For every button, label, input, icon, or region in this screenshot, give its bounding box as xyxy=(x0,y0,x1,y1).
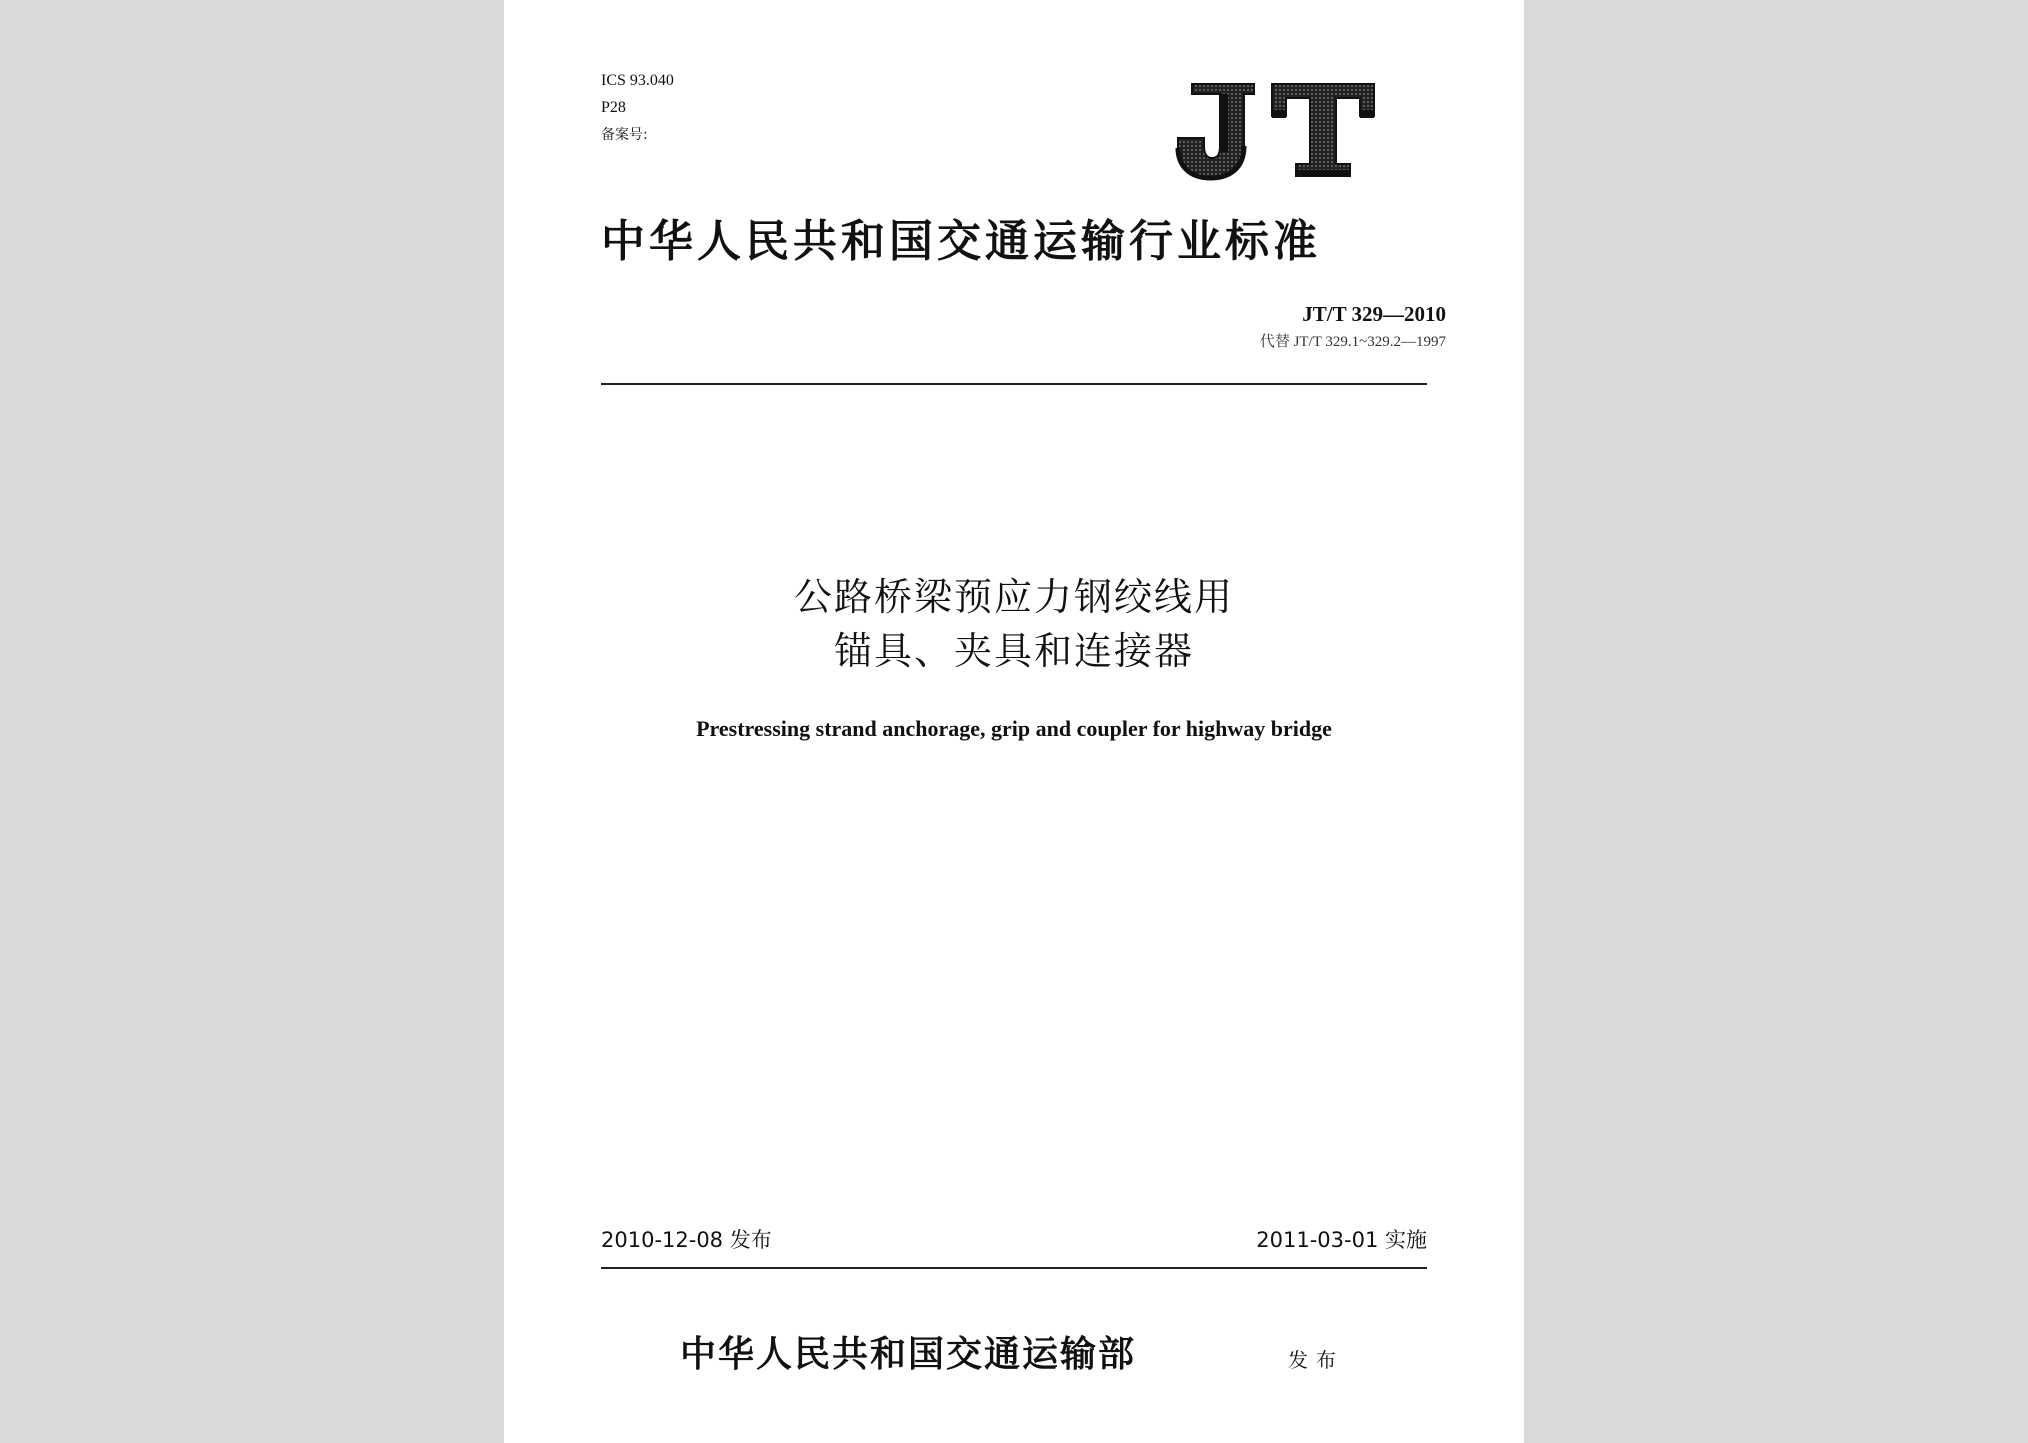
replaces-standard: 代替 JT/T 329.1~329.2—1997 xyxy=(1259,334,1446,350)
title-cn-line2: 锚具、夹具和连接器 xyxy=(833,629,1194,673)
standard-number: JT/T 329—2010 xyxy=(1302,302,1446,326)
footer-divider xyxy=(601,1267,1427,1269)
header-divider xyxy=(601,383,1427,385)
implementation-date: 2011-03-01 实施 xyxy=(1256,1228,1427,1252)
title-en: Prestressing strand anchorage, grip and coupler for highway bridge xyxy=(696,716,1332,741)
title-cn-line1: 公路桥梁预应力钢绞线用 xyxy=(793,575,1234,619)
publisher-name: 中华人民共和国交通运输部 xyxy=(680,1334,1137,1375)
document-page xyxy=(504,0,1524,1443)
issue-date: 2010-12-08 发布 xyxy=(601,1228,772,1252)
standard-organization-title: 中华人民共和国交通运输行业标准 xyxy=(601,216,1321,267)
jt-standard-logo xyxy=(1174,80,1379,182)
record-number-label: 备案号: xyxy=(601,127,648,143)
classification-code: P28 xyxy=(601,99,626,116)
logo-letter-t xyxy=(1272,84,1374,176)
publish-label: 发布 xyxy=(1288,1348,1344,1372)
logo-letter-j xyxy=(1178,84,1254,178)
ics-code: ICS 93.040 xyxy=(601,72,674,89)
